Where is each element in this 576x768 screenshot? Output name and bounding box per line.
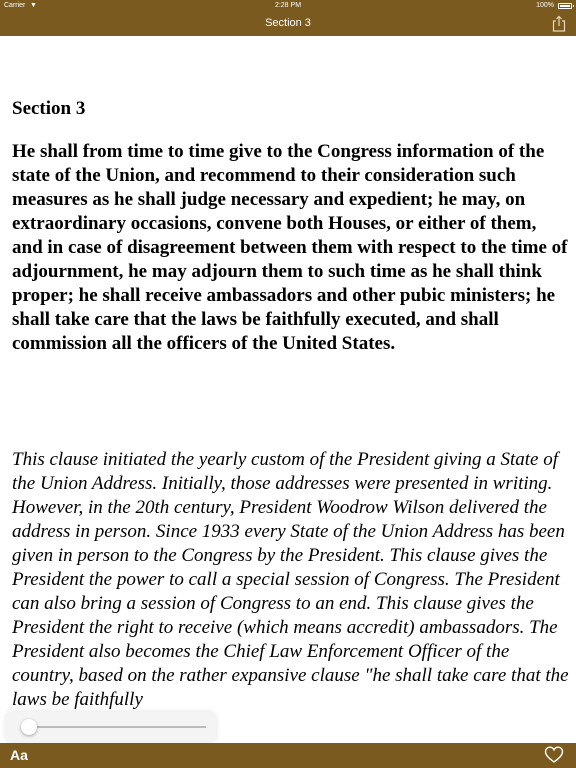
font-size-button[interactable]: Aa [10, 747, 28, 763]
clause-text: He shall from time to time give to the Congress information of the state of the Union, and recommend to their consideration such measures as he shall judge necessary and expedient; he may, on extraordinary occasions, convene both Houses, or either of them, and in case of disagreement between them with respect to the time of adjournment, he may adjourn them to such time as he shall think proper; he shall receive ambassadors and other pubic ministers; he shall take care that the laws be faithfully executed, and shall commission all the officers of the United States. [12, 141, 568, 354]
font-size-slider-track[interactable] [24, 726, 206, 728]
font-size-slider-panel [6, 712, 216, 742]
page-title: Section 3 [265, 17, 311, 29]
battery-percent: 100% [536, 2, 554, 9]
heart-icon[interactable] [544, 745, 564, 765]
section-content [12, 96, 568, 356]
font-size-slider-thumb[interactable] [21, 719, 37, 735]
carrier-label: Carrier [4, 2, 26, 9]
battery-icon [558, 3, 572, 9]
wifi-icon: ▼ [30, 2, 37, 9]
section-heading: Section 3 [12, 98, 86, 119]
status-bar [0, 0, 576, 12]
commentary-text: This clause initiated the yearly custom of the President giving a State of the Union Address. Initially, those addresses were presented in writing. However, in the 20th century, President Woodrow Wilson delivered the address in person. Since 1933 every State of the Union Address has been given in person to the Congress by the President. This clause gives the President the power to call a special session of Congress. The President can also bring a session of Congress to an end. This clause gives the President the right to receive (which means accredit) ambassadors. The President also becomes the Chief Law Enforcement Officer of the country, based on the rather expansive clause "he shall take care that the laws be faithfully [12, 449, 569, 710]
bottom-toolbar [0, 743, 576, 768]
share-icon[interactable] [552, 15, 566, 32]
navigation-bar [0, 0, 576, 36]
status-time: 2:28 PM [274, 2, 302, 9]
